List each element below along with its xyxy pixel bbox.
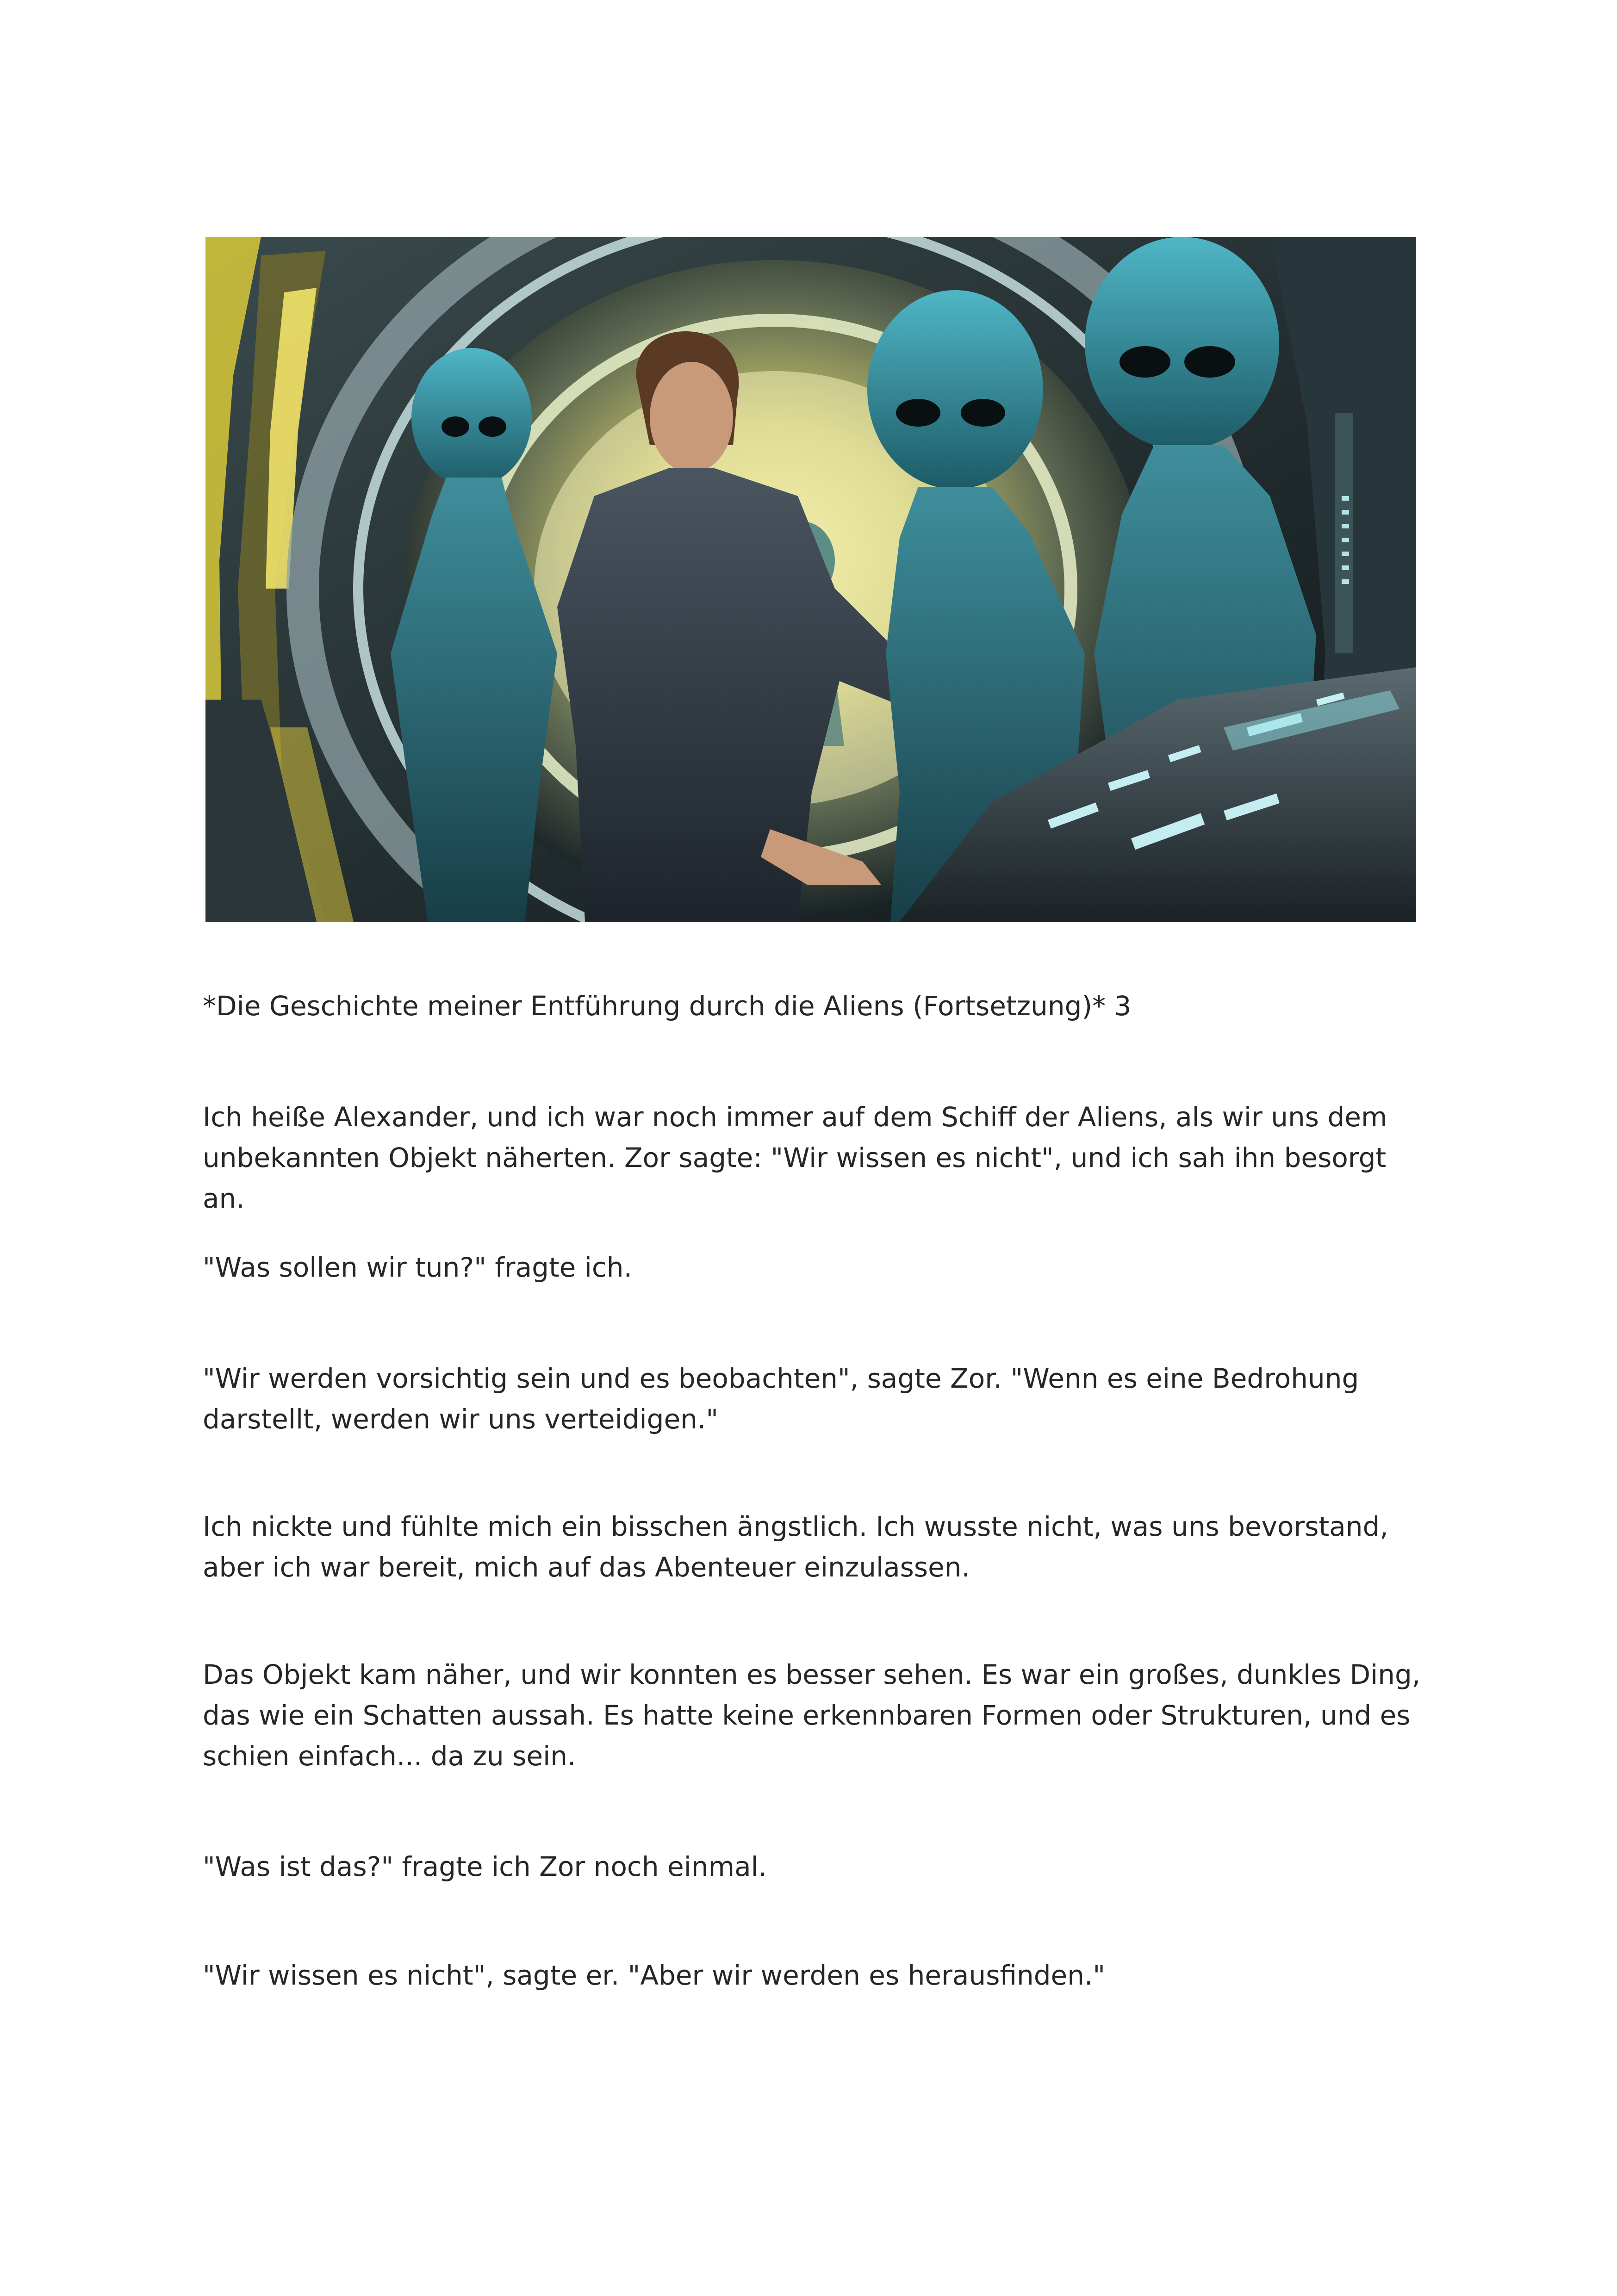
story-paragraph: "Was ist das?" fragte ich Zor noch einmal. <box>203 1851 767 1882</box>
alien-spaceship-illustration <box>205 237 1416 922</box>
story-paragraph: Ich nickte und fühlte mich ein bisschen ängstlich. Ich wusste nicht, was uns bevorstand, aber ich war bereit, mich auf das Abenteuer einzulassen. <box>203 1511 1388 1583</box>
story-paragraph: Das Objekt kam näher, und wir konnten es besser sehen. Es war ein großes, dunkles Ding, das wie ein Schatten aussah. Es hatte keine erkennbaren Formen oder Strukturen, und es schien einfach... da zu sein. <box>203 1659 1421 1772</box>
story-paragraph: "Wir werden vorsichtig sein und es beobachten", sagte Zor. "Wenn es eine Bedrohung darstellt, werden wir uns verteidigen." <box>203 1363 1359 1435</box>
story-title: *Die Geschichte meiner Entführung durch die Aliens (Fortsetzung)* 3 <box>203 990 1132 1022</box>
story-paragraph: "Wir wissen es nicht", sagte er. "Aber wir werden es herausfinden." <box>203 1960 1106 1991</box>
story-paragraph: "Was sollen wir tun?" fragte ich. <box>203 1252 632 1283</box>
story-paragraph: Ich heiße Alexander, und ich war noch immer auf dem Schiff der Aliens, als wir uns dem unbekannten Objekt näherten. Zor sagte: "Wir wissen es nicht", und ich sah ihn besorgt an. <box>203 1101 1387 1214</box>
